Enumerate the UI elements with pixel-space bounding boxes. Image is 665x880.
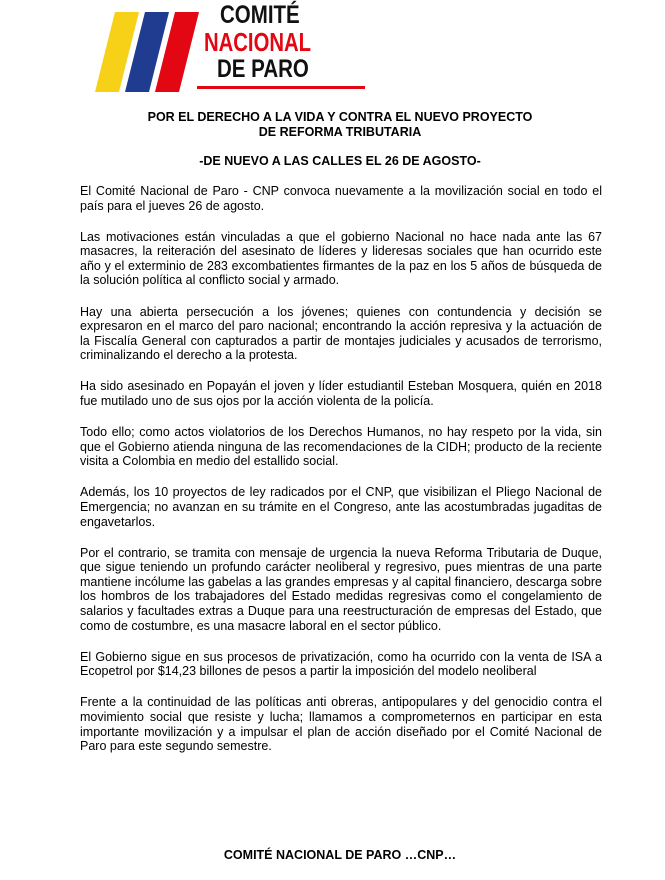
logo-line-3: DE PARO [217, 55, 309, 83]
paragraph: Ha sido asesinado en Popayán el joven y líder estudiantil Esteban Mosquera, quién en 2018 fue mutilado uno de sus ojos por la acción violenta de la policía. [80, 379, 602, 409]
paragraph: Frente a la continuidad de las políticas anti obreras, antipopulares y del genocidio contra el movimiento social que resiste y lucha; llamamos a comprometernos en participar en esta importante movilización y a impulsar el plan de acción diseñado por el Comité Nacional de Paro para este segundo semestre. [80, 695, 602, 754]
paragraph: El Gobierno sigue en sus procesos de privatización, como ha ocurrido con la venta de ISA a Ecopetrol por $14,23 billones de pesos a partir la imposición del modelo neoliberal [80, 649, 602, 679]
document-title [80, 110, 600, 140]
document-subtitle: -DE NUEVO A LAS CALLES EL 26 DE AGOSTO- [199, 154, 481, 168]
paragraph: Las motivaciones están vinculadas a que el gobierno Nacional no hace nada ante las 67 masacres, la reiteración del asesinato de líderes y lideresas sociales que han ocurrido este año y el exterminio de 283 excombatientes firmantes de la paz en los 5 años de búsqueda de la solución política al conflicto social y armado. [80, 229, 602, 288]
logo-line-1: COMITÉ [220, 1, 300, 29]
paragraph: Además, los 10 proyectos de ley radicados por el CNP, que visibilizan el Pliego Nacional de Emergencia; no avanzan en su trámite en el Congreso, ante las acostumbradas jugaditas de engavetarlos. [80, 485, 602, 529]
comite-logo [95, 0, 375, 95]
title-line-2: DE REFORMA TRIBUTARIA [258, 125, 422, 139]
paragraph: Por el contrario, se tramita con mensaje de urgencia la nueva Reforma Tributaria de Duque, que sigue teniendo un profundo carácter neoliberal y regresivo, pues mientras de una parte mantiene incólume las gabelas a las grandes empresas y al capital financiero, descarga sobre los hombros de los trabajadores del Estado medidas regresivas como el congelamiento de salarios y facultades extras a Duque para una reestructuración de empresas del Estado, que como de costumbre, es una masacre laboral en el sector público. [80, 545, 602, 633]
document-body [80, 184, 602, 770]
paragraph: Hay una abierta persecución a los jóvenes; quienes con contundencia y decisión se expresaron en el marco del paro nacional; encontrando la acción represiva y la actuación de la Fiscalía General con capturados a partir de montajes judiciales y acusados de terrorismo, criminalizando el derecho a la protesta. [80, 304, 602, 363]
paragraph: Todo ello; como actos violatorios de los Derechos Humanos, no hay respeto por la vida, sin que el Gobierno atienda ninguna de las recomendaciones de la CIDH; producto de la reciente visita a Colombia en medio del estallido social. [80, 425, 602, 469]
logo-underline [197, 86, 365, 89]
flag-stripes-icon [95, 0, 205, 95]
logo-line-2: NACIONAL [204, 27, 312, 57]
signature: COMITÉ NACIONAL DE PARO …CNP… [223, 848, 457, 862]
title-line-1: POR EL DERECHO A LA VIDA Y CONTRA EL NUEVO PROYECTO [147, 110, 533, 124]
paragraph: El Comité Nacional de Paro - CNP convoca nuevamente a la movilización social en todo el país para el jueves 26 de agosto. [80, 184, 602, 213]
